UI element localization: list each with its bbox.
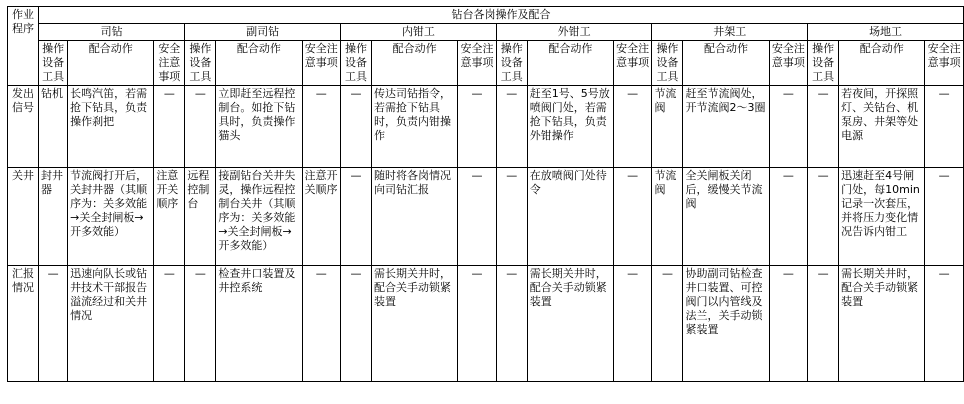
main-title: 钻台各岗操作及配合: [39, 7, 964, 24]
table-cell: —: [496, 168, 527, 266]
table-cell: —: [769, 86, 808, 168]
table-cell: —: [613, 86, 652, 168]
role-header: 副司钻: [185, 24, 341, 41]
table-cell: 节流阀: [652, 168, 683, 266]
table-cell: —: [925, 266, 964, 382]
role-header: 外钳工: [496, 24, 652, 41]
table-cell: —: [39, 266, 68, 382]
table-row: [8, 266, 964, 382]
role-header: 司钻: [39, 24, 185, 41]
table-cell: 节流阀: [652, 86, 683, 168]
role-header: 内钳工: [341, 24, 497, 41]
table-cell: —: [341, 168, 372, 266]
table-cell: 长鸣汽笛，若需抢下钻具，负责操作刹把: [68, 86, 154, 168]
header-row-sub: [8, 41, 964, 86]
table-cell: —: [808, 266, 839, 382]
table-cell: —: [496, 266, 527, 382]
table-cell: 全关闸板关闭后，缓慢关节流阀: [683, 168, 769, 266]
sub-header: 安全注意事项: [458, 41, 497, 86]
operations-table: [7, 6, 964, 382]
table-cell: —: [302, 266, 341, 382]
sub-header: 配合动作: [839, 41, 925, 86]
sub-header: 配合动作: [683, 41, 769, 86]
table-cell: —: [458, 86, 497, 168]
sub-header: 安全注意事项: [154, 41, 185, 86]
table-cell: —: [613, 266, 652, 382]
table-cell: 迅速赶至4号闸门处，每10min记录一次套压，并将压力变化情况告诉内钳工: [839, 168, 925, 266]
sub-header: 操作设备工具: [808, 41, 839, 86]
table-cell: —: [925, 168, 964, 266]
table-cell: —: [154, 266, 185, 382]
procedure-cell: 发出信号: [8, 86, 39, 168]
table-cell: —: [341, 86, 372, 168]
table-cell: 随时将各岗情况向司钻汇报: [372, 168, 458, 266]
table-cell: —: [341, 266, 372, 382]
table-row: [8, 86, 964, 168]
table-cell: 赶至1号、5号放喷阀门处，若需抢下钻具，负责外钳操作: [527, 86, 613, 168]
table-cell: —: [302, 86, 341, 168]
table-cell: —: [769, 266, 808, 382]
table-cell: —: [185, 266, 216, 382]
table-cell: 节流阀打开后，关封井器（其顺序为：关多效能→关全封闸板→开多效能）: [68, 168, 154, 266]
sub-header: 配合动作: [216, 41, 302, 86]
header-row-title: [8, 7, 964, 24]
sub-header: 配合动作: [527, 41, 613, 86]
sub-header: 安全注意事项: [302, 41, 341, 86]
header-row-roles: [8, 24, 964, 41]
table-cell: 赶至节流阀处，开节流阀2～3圈: [683, 86, 769, 168]
table-cell: 注意开关顺序: [302, 168, 341, 266]
table-cell: 若夜间，开探照灯、关钻台、机泵房、井架等处电源: [839, 86, 925, 168]
table-cell: 在放喷阀门处待令: [527, 168, 613, 266]
table-cell: —: [652, 266, 683, 382]
table-cell: —: [808, 168, 839, 266]
table-cell: —: [496, 86, 527, 168]
table-cell: 封井器: [39, 168, 68, 266]
table-cell: —: [154, 86, 185, 168]
sub-header: 操作设备工具: [185, 41, 216, 86]
table-cell: —: [185, 86, 216, 168]
sub-header: 操作设备工具: [652, 41, 683, 86]
table-cell: 传达司钻指令，若需抢下钻具时，负责内钳操作: [372, 86, 458, 168]
procedure-header: 作业程序: [8, 7, 39, 86]
table-cell: 检查井口装置及井控系统: [216, 266, 302, 382]
table-cell: 迅速向队长或钻井技术干部报告溢流经过和关井情况: [68, 266, 154, 382]
sub-header: 配合动作: [372, 41, 458, 86]
table-cell: 接副钻台关井失灵，操作远程控制台关井（其顺序为：关多效能→关全封闸板→开多效能）: [216, 168, 302, 266]
table-row: [8, 168, 964, 266]
role-header: 场地工: [808, 24, 964, 41]
table-cell: 需长期关井时，配合关手动锁紧装置: [527, 266, 613, 382]
sub-header: 配合动作: [68, 41, 154, 86]
table-cell: 远程控制台: [185, 168, 216, 266]
table-cell: 注意开关顺序: [154, 168, 185, 266]
procedure-cell: 汇报情况: [8, 266, 39, 382]
table-cell: 需长期关井时，配合关手动锁紧装置: [372, 266, 458, 382]
table-cell: 协助副司钻检查井口装置、可控阀门以内管线及法兰，关手动锁紧装置: [683, 266, 769, 382]
procedure-cell: 关井: [8, 168, 39, 266]
sub-header: 安全注意事项: [613, 41, 652, 86]
table-cell: 需长期关井时，配合关手动锁紧装置: [839, 266, 925, 382]
sub-header: 操作设备工具: [341, 41, 372, 86]
role-header: 井架工: [652, 24, 808, 41]
table-cell: —: [458, 168, 497, 266]
table-cell: 钻机: [39, 86, 68, 168]
table-cell: 立即赶至远程控制台。如抢下钻具时，负责操作猫头: [216, 86, 302, 168]
table-cell: —: [458, 266, 497, 382]
table-cell: —: [925, 86, 964, 168]
sub-header: 操作设备工具: [496, 41, 527, 86]
sub-header: 安全注意事项: [769, 41, 808, 86]
sub-header: 安全注意事项: [925, 41, 964, 86]
table-cell: —: [769, 168, 808, 266]
table-cell: —: [613, 168, 652, 266]
sub-header: 操作设备工具: [39, 41, 68, 86]
table-cell: —: [808, 86, 839, 168]
